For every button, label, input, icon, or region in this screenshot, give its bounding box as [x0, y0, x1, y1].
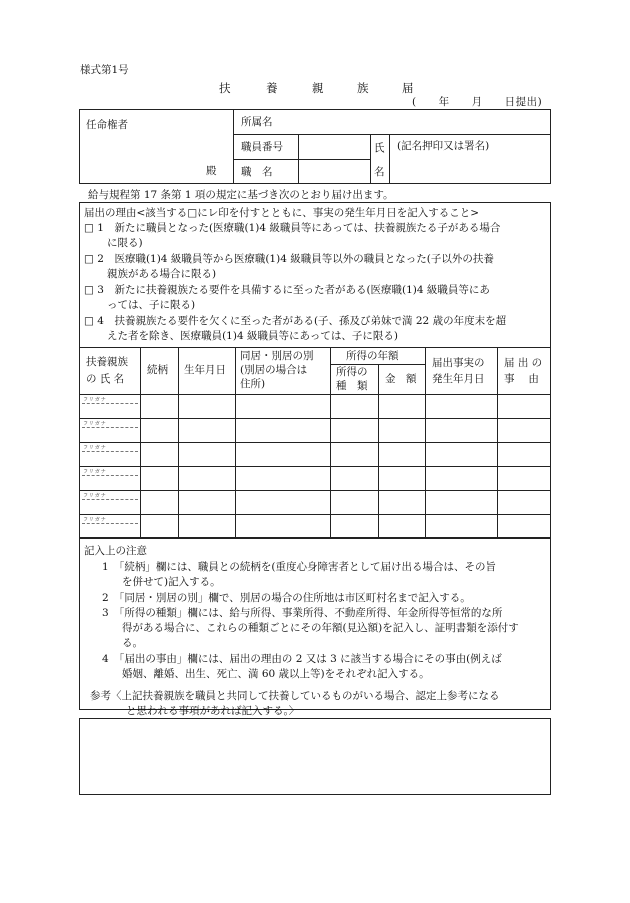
note-item-cont: る。 — [122, 637, 143, 649]
dependent-name-field[interactable] — [80, 404, 140, 418]
furigana-label: フリガナ — [83, 421, 107, 427]
title-char: 養 — [266, 81, 278, 95]
name-field[interactable] — [391, 156, 549, 182]
name-label: 氏 — [374, 142, 385, 154]
position-label: 職 名 — [241, 166, 273, 178]
col-header-relation: 続柄 — [147, 364, 168, 376]
col-header-residence: (別居の場合は — [240, 364, 308, 376]
reference-text-cont: と思われる事項があれば記入する。〉 — [126, 705, 300, 717]
reason-option-4-cont: えた者を除き、医療職員(1)4 級職員等にあっては、子に限る) — [107, 330, 398, 342]
furigana-label: フリガナ — [83, 397, 107, 403]
dept-field[interactable] — [298, 111, 548, 131]
dept-label: 所属名 — [241, 116, 273, 128]
col-header-income: 所得の年額 — [346, 350, 399, 362]
col-header-birth: 生年月日 — [184, 364, 226, 376]
reference-text: 参考〈上記扶養親族を職員と共同して扶養しているものがいる場合、認定上参考になる — [90, 690, 500, 702]
reference-box[interactable] — [79, 718, 551, 795]
col-header-residence: 同居・別居の別 — [240, 350, 314, 362]
col-header-date: 発生年月日 — [432, 373, 485, 385]
note-item: 3 「所得の種類」欄には、給与所得、事業所得、不動産所得、年金所得等恒常的な所 — [102, 607, 503, 619]
col-header-name: の 氏 名 — [86, 373, 125, 385]
furigana-label: フリガナ — [83, 469, 107, 475]
form-number: 様式第1号 — [80, 64, 129, 76]
dependent-name-field[interactable] — [80, 500, 140, 514]
col-header-income-type: 種 類 — [336, 380, 368, 392]
title-char: 扶 — [219, 81, 231, 95]
title-char: 届 — [402, 81, 414, 95]
col-header-amount: 金 額 — [385, 373, 417, 385]
intro-text: 給与規程第 17 条第 1 項の規定に基づき次のとおり届け出ます。 — [88, 189, 394, 201]
note-item-cont: 婚姻、離婚、出生、死亡、満 60 歳以上等)をそれぞれ記入する。 — [122, 668, 430, 680]
reason-option-3-cont: っては、子に限る) — [107, 299, 196, 311]
col-header-reason: 届 出 の — [504, 357, 543, 369]
reason-option-2[interactable]: □ 2 医療職(1)4 級職員等から医療職(1)4 級職員等以外の職員となった(子以外の扶養 — [84, 253, 494, 265]
title-char: 族 — [357, 81, 369, 95]
reason-option-1-cont: に限る) — [107, 237, 143, 249]
staff-no-field[interactable] — [300, 136, 368, 158]
col-header-residence: 住所) — [240, 378, 266, 390]
staff-no-label: 職員番号 — [241, 141, 283, 153]
notes-heading: 記入上の注意 — [84, 545, 147, 557]
date-submitted: ( 年 月 日提出) — [412, 96, 543, 108]
note-item-cont: 得がある場合に、これらの種類ごとにその年額(見込額)を記入し、証明書類を添付す — [122, 622, 519, 634]
furigana-label: フリガナ — [83, 517, 107, 523]
reason-option-3[interactable]: □ 3 新たに扶養親族たる要件を具備するに至った者がある(医療職(1)4 級職員等にあ — [84, 284, 490, 296]
reason-heading: 届出の理由<該当する□にレ印を付すとともに、事実の発生年月日を記入すること> — [84, 207, 480, 219]
col-header-name: 扶養親族 — [86, 356, 128, 368]
col-header-date: 届出事実の — [432, 357, 485, 369]
note-item: 1 「続柄」欄には、職員との続柄を(重度心身障害者として届け出る場合は、その旨 — [102, 561, 497, 573]
reason-option-1[interactable]: □ 1 新たに職員となった(医療職(1)4 級職員等にあっては、扶養親族たる子がある場合 — [84, 222, 501, 234]
appointer-label: 任命権者 — [86, 119, 128, 131]
note-item: 4 「届出の事由」欄には、届出の理由の 2 又は 3 に該当する場合にその事由(例えば — [102, 653, 502, 665]
furigana-label: フリガナ — [83, 493, 107, 499]
furigana-label: フリガナ — [83, 445, 107, 451]
reason-option-4[interactable]: □ 4 扶養親族たる要件を欠くに至った者がある(子、孫及び弟妹で満 22 歳の年度末を超 — [84, 315, 507, 327]
dependent-name-field[interactable] — [80, 524, 140, 538]
dependent-name-field[interactable] — [80, 428, 140, 442]
reason-option-2-cont: 親族がある場合に限る) — [107, 268, 217, 280]
col-header-reason: 事 由 — [504, 373, 539, 385]
dependent-name-field[interactable] — [80, 452, 140, 466]
note-item: 2 「同居・別居の別」欄で、別居の場合の住所地は市区町村名まで記入する。 — [102, 592, 471, 604]
title-char: 親 — [312, 81, 324, 95]
dependent-name-field[interactable] — [80, 476, 140, 490]
name-label: 名 — [374, 166, 385, 178]
note-item-cont: を併せて)記入する。 — [122, 576, 221, 588]
position-field[interactable] — [300, 161, 368, 183]
signature-note: (記名押印又は署名) — [397, 140, 490, 152]
col-header-income-type: 所得の — [336, 366, 368, 378]
honorific: 殿 — [206, 165, 217, 177]
